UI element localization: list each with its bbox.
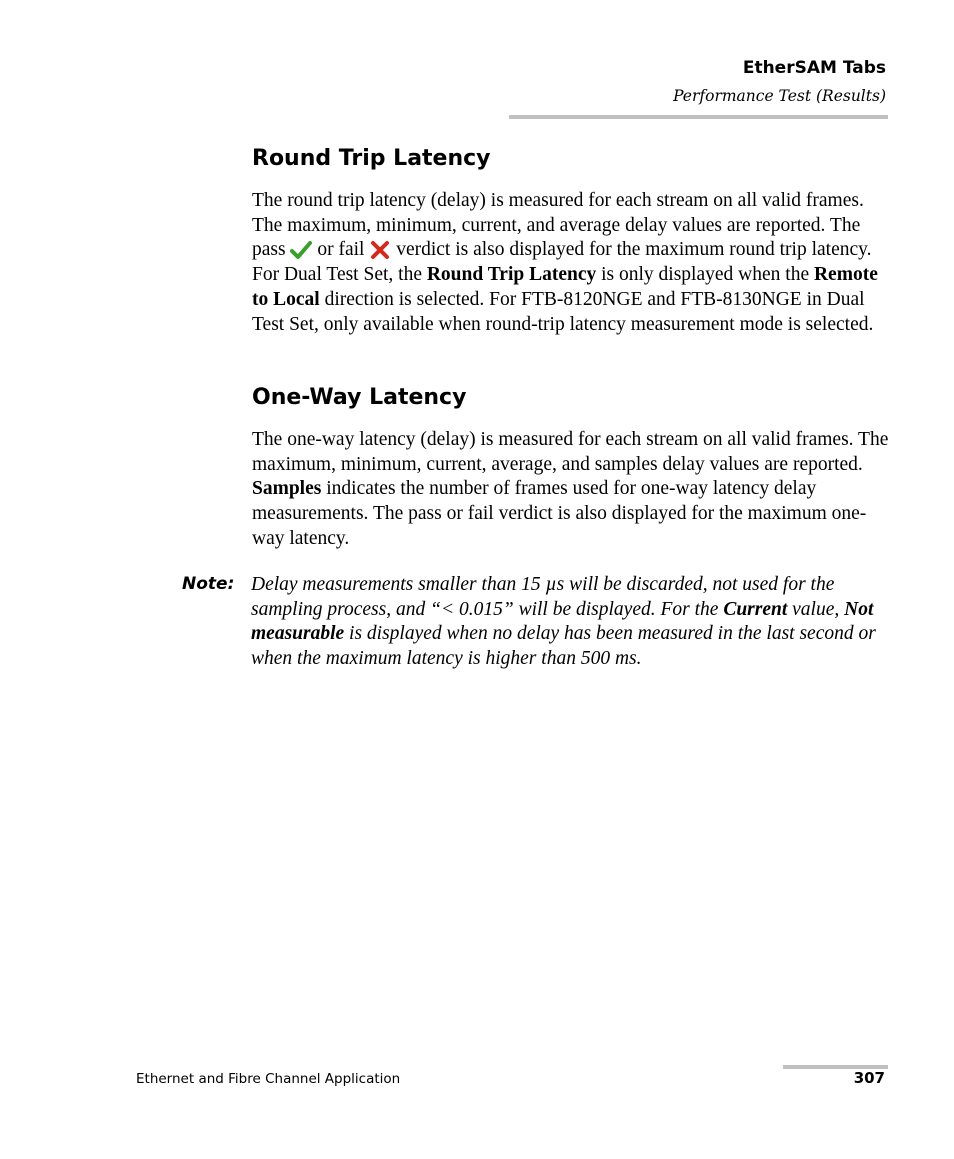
note-label: Note: bbox=[182, 574, 235, 594]
one-way-paragraph: The one-way latency (delay) is measured for each stream on all valid frames. The maximum, minimum, current, average, and samples delay values are reported. Samples indicates the number of frames used for one-way latency delay measurements. The pass or fail verdict is also displayed for the maximum one-way latency. bbox=[252, 429, 889, 549]
section-heading-round-trip: Round Trip Latency bbox=[252, 146, 491, 171]
page-number: 307 bbox=[853, 1069, 885, 1087]
footer-doc-title: Ethernet and Fibre Channel Application bbox=[136, 1071, 401, 1087]
note-text: Delay measurements smaller than 15 µs will be discarded, not used for the sampling process, and “< 0.015” will be displayed. For the Current value, Not measurable is displayed when no delay has been measured in the last second or when the maximum latency is higher than 500 ms. bbox=[251, 574, 876, 670]
running-header-subtitle: Performance Test (Results) bbox=[673, 87, 886, 105]
section-heading-one-way: One-Way Latency bbox=[252, 385, 467, 410]
fail-x-icon bbox=[369, 239, 391, 261]
round-trip-paragraph: The round trip latency (delay) is measured for each stream on all valid frames. The maximum, minimum, current, and average delay values are reported. The pass or fail verdict is also displayed for the maximum round trip latency. For Dual Test Set, the Round Trip Latency is only displayed when the Remote to Local direction is selected. For FTB-8120NGE and FTB-8130NGE in Dual Test Set, only available when round-trip latency measurement mode is selected. bbox=[252, 190, 878, 335]
running-header-title: EtherSAM Tabs bbox=[742, 58, 886, 78]
header-rule bbox=[509, 115, 888, 119]
pass-checkmark-icon bbox=[290, 239, 312, 261]
